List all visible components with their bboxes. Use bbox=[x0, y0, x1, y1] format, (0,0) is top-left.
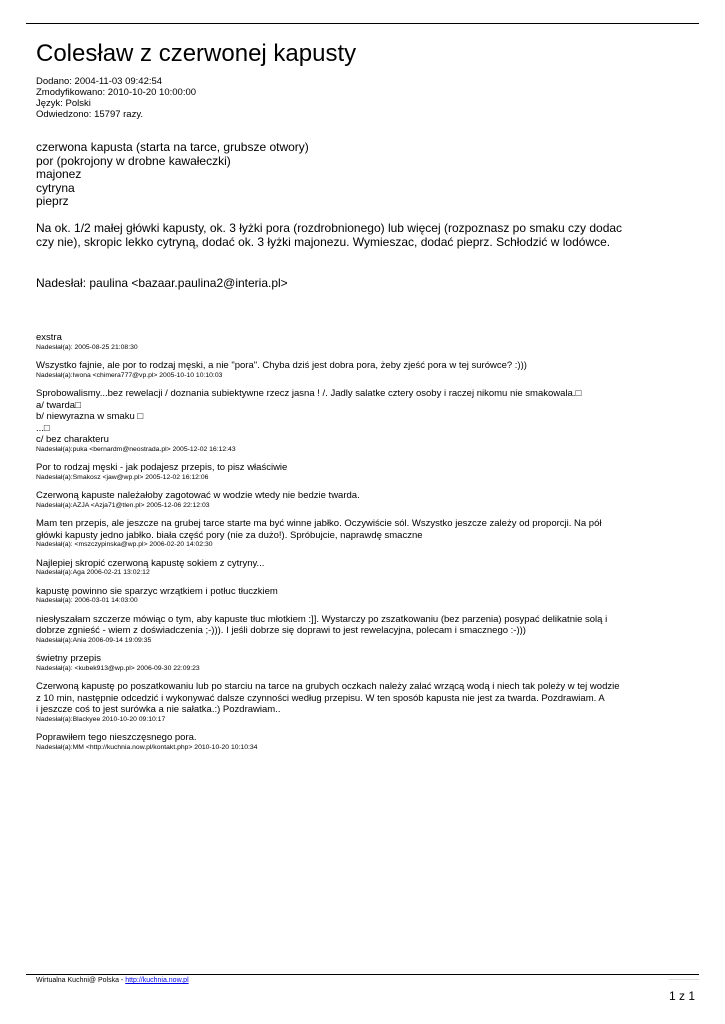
comment-author: Nadesłał(a):Aga 2006-02-21 13:02:12 bbox=[36, 569, 150, 576]
meta-visits: Odwiedzono: 15797 razy. bbox=[36, 109, 144, 120]
comment-text: Najlepiej skropić czerwoną kapustę sokiem z cytryny... bbox=[36, 557, 265, 569]
ingredient-item: pieprz bbox=[36, 194, 69, 209]
comment bbox=[36, 332, 656, 352]
ingredient-item: por (pokrojony w drobne kawałeczki) bbox=[36, 153, 231, 168]
comment bbox=[36, 732, 656, 752]
footer bbox=[36, 977, 189, 984]
comment-text: Por to rodzaj męski - jak podajesz przepis, to pisz właściwie bbox=[36, 462, 288, 473]
recipe-sender: Nadesłał: paulina <bazaar.paulina2@interia.pl> bbox=[36, 276, 288, 290]
comment bbox=[36, 490, 656, 510]
comment-text: Mam ten przepis, ale jeszcze na grubej tarce starte ma być winne jabłko. Oczywiście sól. Wszystko jeszcze zależy od proporcji. Na pół główki kapusty jedno jabłko. biała część pory (nie za dużo!). Spróbujcie, naprawdę smaczne bbox=[36, 518, 602, 541]
recipe-meta bbox=[36, 76, 196, 120]
comment bbox=[36, 462, 656, 482]
footer-site-link[interactable]: http://kuchnia.now.pl bbox=[125, 977, 189, 984]
comment-author: Nadesłał(a):AZJA <Azja71@tlen.pl> 2005-12-06 22:12:03 bbox=[36, 501, 210, 509]
comment-author: Nadesłał(a):puka <bernardm@neostrada.pl> 2005-12-02 16:12:43 bbox=[36, 445, 236, 453]
comment bbox=[36, 558, 656, 578]
comment-text: niesłyszałam szczerze mówiąc o tym, aby kapuste tłuc młotkiem :]]. Wystarczy po zszatkowaniu (bez parzenia) posypać delikatnie solą i dobrze zgnieść - wiem z doświadczenia ;-))). I jeśli dobrze się doprawi to jest rewelacyjna, polecam i smacznego :-))) bbox=[36, 613, 608, 636]
comment-author: Nadesłał(a): <mszczypinska@wp.pl> 2006-02-20 14:02:30 bbox=[36, 541, 213, 548]
ingredient-item: czerwona kapusta (starta na tarce, grubsze otwory) bbox=[36, 140, 309, 154]
comment-author: Nadesłał(a):Smakosz <jaw@wp.pl> 2005-12-02 16:12:06 bbox=[36, 473, 209, 481]
comment-author: Nadesłał(a): <kubek913@wp.pl> 2006-09-30 22:09:23 bbox=[36, 664, 200, 672]
comment-author: Nadesłał(a):Iwona <chimera777@vp.pl> 2005-10-10 10:10:03 bbox=[36, 371, 223, 379]
footer-site-label: Wirtualna Kuchni@ Polska - bbox=[36, 977, 126, 984]
comment-author: Nadesłał(a):Ania 2006-09-14 19:09:35 bbox=[36, 636, 152, 644]
comment-text: Sprobowalismy...bez rewelacji / doznania subiektywne rzecz jasna ! /. Jadly salatke cztery osoby i raczej nikomu nie smakowala.□ a/ twarda□ b/ niewyrazna w smaku □ ...□ c/ bez charakteru bbox=[36, 388, 582, 445]
comment-author: Nadesłał(a): 2005-08-25 21:08:30 bbox=[36, 343, 138, 351]
comment-text: kapustę powinno sie sparzyc wrzątkiem i potłuc tłuczkiem bbox=[36, 585, 278, 597]
comment-text: exstra bbox=[36, 332, 62, 343]
comment bbox=[36, 586, 656, 606]
comment-author: Nadesłał(a):MM <http://kuchnia.now.pl/kontakt.php> 2010-10-20 10:10:34 bbox=[36, 743, 258, 751]
meta-added: Dodano: 2004-11-03 09:42:54 bbox=[36, 76, 163, 87]
page-number: 1 z 1 bbox=[668, 989, 695, 1003]
comment-text: Czerwoną kapuste należałoby zagotować w wodzie wtedy nie bedzie twarda. bbox=[36, 490, 360, 501]
top-rule bbox=[26, 23, 699, 24]
comment bbox=[36, 653, 656, 673]
footer-mark bbox=[669, 979, 699, 980]
recipe-title: Colesław z czerwonej kapusty bbox=[36, 40, 357, 67]
comment bbox=[36, 360, 656, 380]
ingredients-list bbox=[36, 141, 309, 209]
bottom-rule bbox=[26, 974, 699, 975]
comment-text: Czerwoną kapustę po poszatkowaniu lub po starciu na tarce na grubych oczkach należy zalać wrzącą wodą i niech tak poleży w tej wodzie z 10 min, następnie odcedzić i wykonywać dalsze czynności według przepisu. W ten sposób kapusta nie jest za twarda. Pozdrawiam. A i jeszcze coś to jest surówka a nie sałatka.:) Pozdrawiam.. bbox=[36, 681, 620, 715]
meta-language: Język: Polski bbox=[36, 98, 91, 109]
comments-section bbox=[36, 332, 656, 760]
comment bbox=[36, 388, 656, 454]
meta-modified: Zmodyfikowano: 2010-10-20 10:00:00 bbox=[36, 87, 197, 98]
comment-text: świetny przepis bbox=[36, 653, 101, 664]
recipe-instructions: Na ok. 1/2 małej główki kapusty, ok. 3 łyżki pora (rozdrobnionego) lub więcej (rozpoznasz po smaku czy dodac czy nie), skropic lekko cytryną, dodać ok. 3 łyżki majonezu. Wymieszac, dodać pieprz. Schłodzić w lodówce. bbox=[36, 221, 623, 249]
comment-text: Poprawiłem tego nieszczęsnego pora. bbox=[36, 732, 197, 743]
ingredient-item: majonez bbox=[36, 167, 82, 182]
comment-author: Nadesłał(a):Blackyee 2010-10-20 09:10:17 bbox=[36, 715, 166, 723]
comment-author: Nadesłał(a): 2006-03-01 14:03:00 bbox=[36, 597, 138, 604]
comment bbox=[36, 681, 656, 724]
comment bbox=[36, 518, 656, 550]
comment-text: Wszystko fajnie, ale por to rodzaj męski, a nie "pora". Chyba dziś jest dobra pora, żeby zjeść pora w tej surówce? :))) bbox=[36, 360, 527, 371]
comment bbox=[36, 614, 656, 646]
ingredient-item: cytryna bbox=[36, 180, 75, 195]
